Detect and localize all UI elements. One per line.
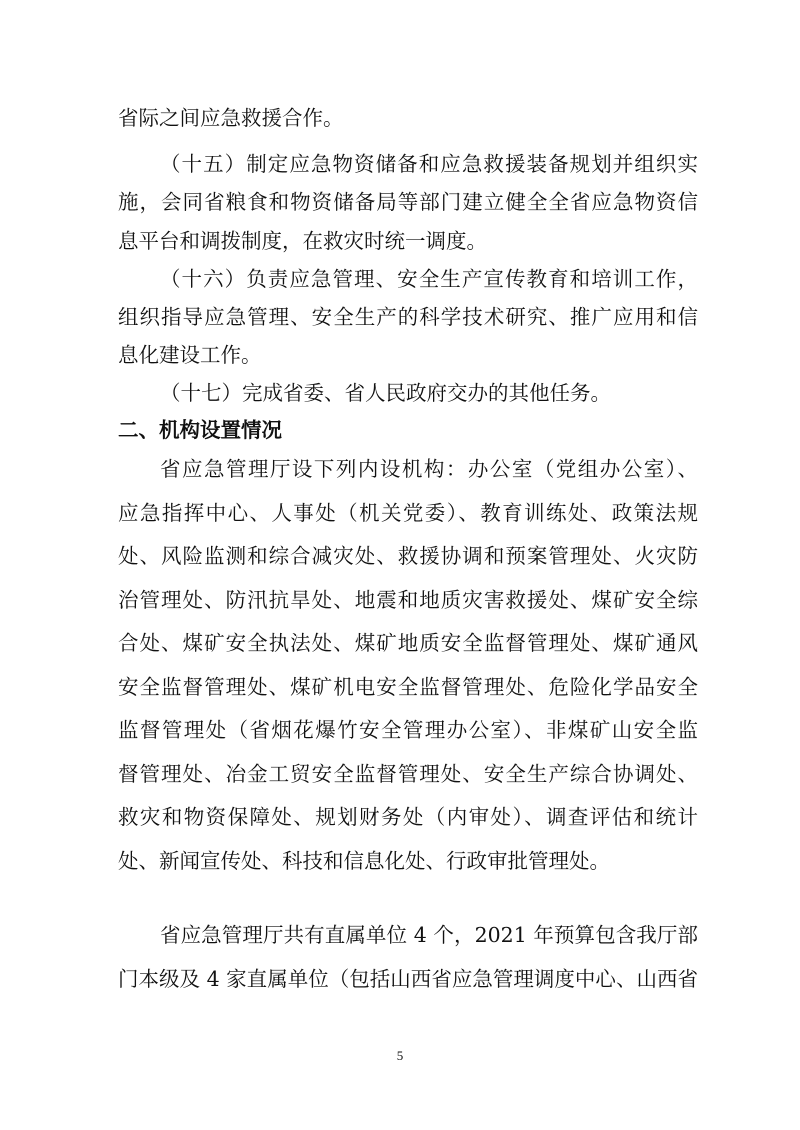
text-line: 处、风险监测和综合减灾处、救援协调和预案管理处、火灾防 bbox=[118, 544, 698, 568]
text-line: 处、新闻宣传处、科技和信息化处、行政审批管理处。 bbox=[118, 849, 610, 873]
page-number: 5 bbox=[396, 1048, 404, 1063]
text-line: 施，会同省粮食和物资储备局等部门建立健全全省应急物资信 bbox=[118, 190, 698, 214]
text-line: 监督管理处（省烟花爆竹安全管理办公室）、非煤矿山安全监 bbox=[118, 718, 698, 742]
text-line: （十七）完成省委、省人民政府交办的其他任务。 bbox=[160, 381, 611, 405]
text-line: 救灾和物资保障处、规划财务处（内审处）、调查评估和统计 bbox=[118, 805, 698, 829]
text-line: 督管理处、冶金工贸安全监督管理处、安全生产综合协调处、 bbox=[118, 762, 698, 786]
text-line: 省际之间应急救援合作。 bbox=[118, 106, 344, 130]
text-line: 应急指挥中心、人事处（机关党委）、教育训练处、政策法规 bbox=[118, 501, 698, 525]
text-line: （十五）制定应急物资储备和应急救援装备规划并组织实 bbox=[160, 152, 698, 176]
text-line: 息平台和调拨制度，在救灾时统一调度。 bbox=[118, 229, 487, 253]
text-line: 安全监督管理处、煤矿机电安全监督管理处、危险化学品安全 bbox=[118, 675, 698, 699]
text-line: 组织指导应急管理、安全生产的科学技术研究、推广应用和信 bbox=[118, 305, 698, 329]
text-line: （十六）负责应急管理、安全生产宣传教育和培训工作， bbox=[160, 267, 698, 291]
section-heading: 二、机构设置情况 bbox=[118, 418, 282, 442]
text-line: 省应急管理厅共有直属单位 4 个，2021 年预算包含我厅部 bbox=[160, 923, 698, 947]
text-line: 息化建设工作。 bbox=[118, 343, 262, 367]
text-line: 合处、煤矿安全执法处、煤矿地质安全监督管理处、煤矿通风 bbox=[118, 631, 698, 655]
text-line: 省应急管理厅设下列内设机构：办公室（党组办公室）、 bbox=[160, 457, 698, 481]
text-line: 门本级及 4 家直属单位（包括山西省应急管理调度中心、山西省 bbox=[118, 967, 698, 991]
text-line: 治管理处、防汛抗旱处、地震和地质灾害救援处、煤矿安全综 bbox=[118, 588, 698, 612]
